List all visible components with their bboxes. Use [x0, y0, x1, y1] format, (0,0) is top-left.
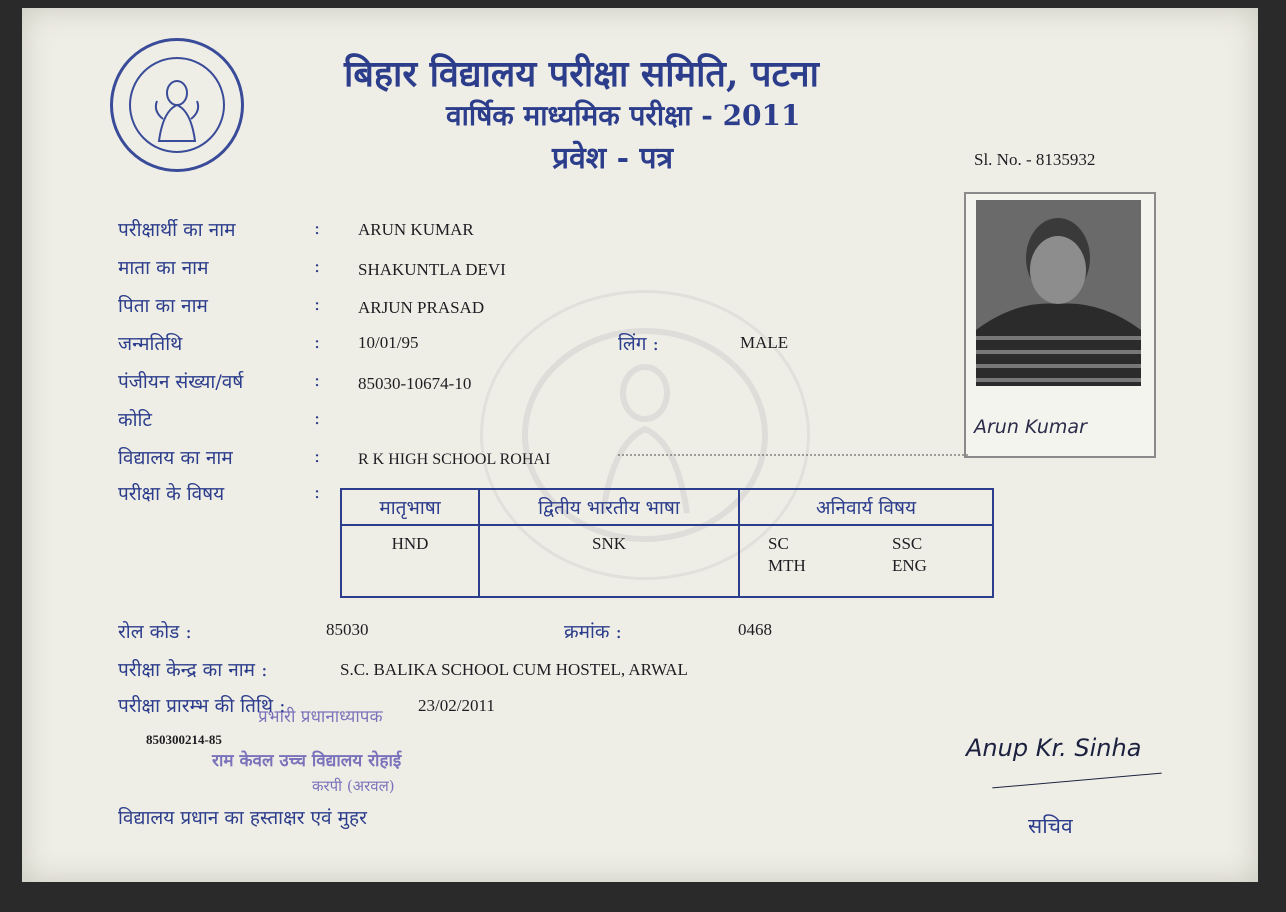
col-compulsory-header: अनिवार्य विषय — [739, 489, 993, 525]
school-value: R K HIGH SCHOOL ROHAI — [358, 451, 551, 468]
compulsory-subject: ENG — [892, 556, 927, 575]
colon: : — [314, 332, 321, 353]
col-mother-tongue-header: मातृभाषा — [341, 489, 479, 525]
colon: : — [314, 256, 321, 277]
stamp-line-2: राम केवल उच्च विद्यालय रोहाई — [212, 751, 402, 771]
signature-underline — [992, 773, 1161, 789]
roll-no-label: क्रमांक : — [564, 621, 622, 643]
col-second-lang-header: द्वितीय भारतीय भाषा — [479, 489, 739, 525]
colon: : — [314, 218, 321, 239]
board-seal-icon — [110, 38, 244, 172]
roll-code-value: 85030 — [326, 620, 369, 639]
candidate-signature: Arun Kumar — [974, 416, 1087, 438]
colon: : — [314, 446, 321, 467]
mother-value: SHAKUNTLA DEVI — [358, 260, 506, 279]
name-label: परीक्षार्थी का नाम — [118, 219, 236, 241]
candidate-photo — [976, 200, 1141, 386]
board-title: बिहार विद्यालय परीक्षा समिति, पटना — [344, 53, 819, 95]
roll-no-value: 0468 — [738, 620, 772, 639]
mother-label: माता का नाम — [118, 257, 209, 279]
category-label: कोटि — [118, 409, 153, 431]
compulsory-subject: SSC — [892, 534, 923, 553]
colon: : — [314, 294, 321, 315]
reg-value: 85030-10674-10 — [358, 374, 472, 393]
gender-value: MALE — [740, 333, 789, 352]
secretary-label: सचिव — [1028, 814, 1073, 838]
subjects-label: परीक्षा के विषय — [118, 483, 225, 505]
subjects-table — [340, 488, 994, 598]
candidate-signature-box — [966, 402, 1154, 456]
name-value: ARUN KUMAR — [358, 220, 474, 239]
dob-label: जन्मतिथि — [118, 333, 183, 355]
compulsory-subject: MTH — [768, 556, 806, 575]
compulsory-subject: SC — [768, 534, 789, 553]
school-label: विद्यालय का नाम — [118, 447, 233, 469]
father-value: ARJUN PRASAD — [358, 298, 485, 317]
colon: : — [314, 370, 321, 391]
second-lang-value: SNK — [479, 525, 739, 597]
father-label: पिता का नाम — [118, 295, 208, 317]
serial-number: Sl. No. - 8135932 — [974, 150, 1096, 169]
exam-title: वार्षिक माध्यमिक परीक्षा - 2011 — [446, 99, 801, 132]
dob-value: 10/01/95 — [358, 333, 419, 352]
secretary-signature: Anup Kr. Sinha — [966, 734, 1142, 762]
dotted-line — [618, 454, 968, 456]
stamp-line-1: प्रभारी प्रधानाध्यापक — [258, 707, 383, 727]
stamp-line-3: करपी (अरवल) — [312, 777, 395, 795]
start-date-label: परीक्षा प्रारम्भ की तिथि : — [118, 695, 286, 717]
compulsory-cell — [739, 525, 993, 597]
admit-card — [22, 8, 1258, 882]
roll-code-label: रोल कोड : — [118, 621, 192, 643]
reg-label: पंजीयन संख्या/वर्ष — [118, 371, 244, 393]
colon: : — [314, 482, 321, 503]
exam-code: 850300214-85 — [146, 732, 222, 747]
document-title: प्रवेश - पत्र — [552, 141, 674, 176]
mother-tongue-value: HND — [341, 525, 479, 597]
head-sign-label: विद्यालय प्रधान का हस्ताक्षर एवं मुहर — [118, 807, 367, 829]
start-date-value: 23/02/2011 — [418, 696, 495, 715]
gender-label: लिंग : — [618, 333, 659, 355]
colon: : — [314, 408, 321, 429]
centre-label: परीक्षा केन्द्र का नाम : — [118, 659, 268, 681]
centre-value: S.C. BALIKA SCHOOL CUM HOSTEL, ARWAL — [340, 660, 688, 679]
